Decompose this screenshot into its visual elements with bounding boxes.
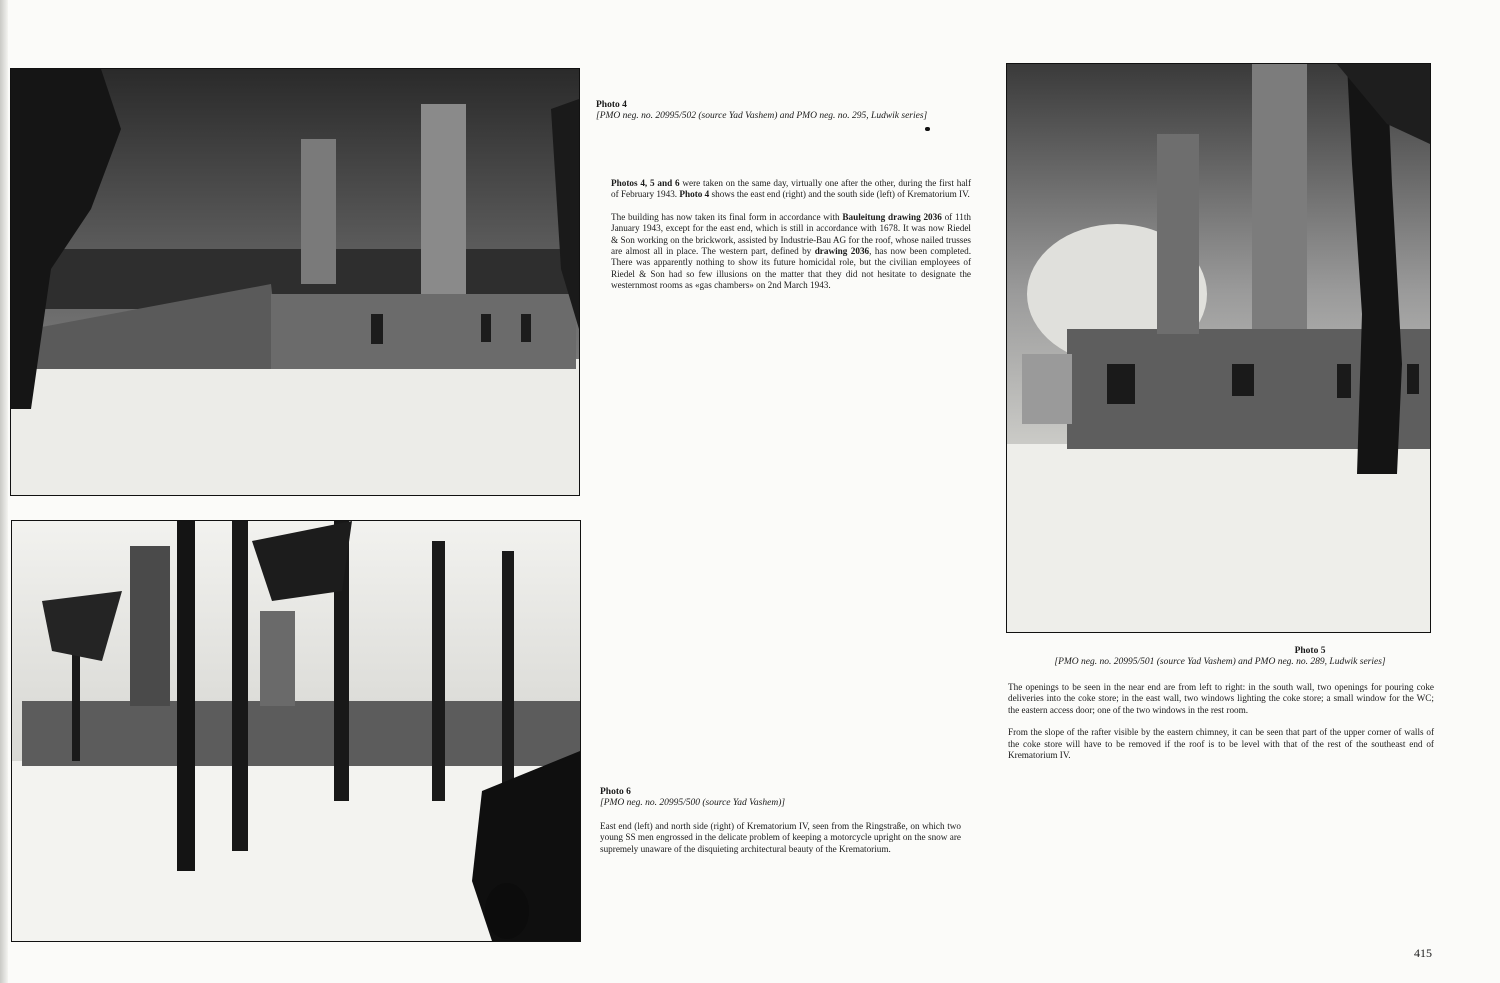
photo-6-caption <box>600 787 980 810</box>
bold-drawing-ref: Bauleitung drawing 2036 <box>842 211 942 222</box>
photo-5-image <box>1006 63 1431 633</box>
photo-5-description <box>1008 682 1434 772</box>
photo-4-description <box>611 178 971 303</box>
photo-6-image <box>11 520 581 942</box>
photo-5-caption <box>1006 646 1434 669</box>
photo-4-paragraph-2 <box>611 212 971 292</box>
photo-5-reference: [PMO neg. no. 20995/501 (source Yad Vashem) and PMO neg. no. 289, Ludwik series] <box>1054 657 1386 668</box>
ink-dot <box>925 127 930 131</box>
bold-photos-ref: Photos 4, 5 and 6 <box>611 178 680 188</box>
photo-5-paragraph-1: The openings to be seen in the near end are from left to right: in the south wall, two openings for pouring coke deliveries into the coke store; in the east wall, two windows lighting the coke store; a small window for the WC; the eastern access door; one of the two windows in the rest room. <box>1008 682 1434 715</box>
bold-drawing-ref: drawing 2036 <box>814 246 870 257</box>
photo-6-paragraph-1: East end (left) and north side (right) of Krematorium IV, seen from the Ringstraße, on which two young SS men engrossed in the delicate problem of keeping a motorcycle upright on the snow are supremely unaware of the disquieting architectural beauty of the Krematorium. <box>600 821 961 854</box>
text-span: The building has now taken its final form in accordance with <box>611 211 843 222</box>
photo-6-reference: [PMO neg. no. 20995/500 (source Yad Vashem)] <box>600 798 786 809</box>
text-span: shows the east end (right) and the south side (left) of Krematorium IV. <box>709 189 970 200</box>
page-number: 415 <box>1414 946 1432 960</box>
bold-photo-ref: Photo 4 <box>679 189 710 200</box>
photo-6-description <box>600 821 961 866</box>
text-span: of 11th January 1943, except for the east end, which is still in accordance with 1678. It was now Riedel & Son working on the brickwork, assisted by Industrie-Bau AG for the roof, whose nailed trusses are almost all in place. The western part, defined by <box>611 211 971 257</box>
photo-4-caption <box>596 100 976 123</box>
text-span: , has now been completed. There was apparently nothing to show its future homicidal role, but the civilian employees of Riedel & Son had so few illusions on the matter that they did not hesitate to designate the westernmost rooms as «gas chambers» on 2nd March 1943. <box>611 246 971 291</box>
photo-4-paragraph-1 <box>611 178 971 201</box>
photo-5-title: Photo 5 <box>1294 646 1326 656</box>
photo-6-title: Photo 6 <box>600 787 631 797</box>
page-gutter-shadow <box>0 0 8 983</box>
photo-4-title: Photo 4 <box>596 100 627 110</box>
photo-5-paragraph-2: From the slope of the rafter visible by the eastern chimney, it can be seen that part of the upper corner of walls of the coke store will have to be removed if the roof is to be level with that of the rest of the southeast end of Krematorium IV. <box>1008 727 1434 761</box>
photo-4-reference: [PMO neg. no. 20995/502 (source Yad Vashem) and PMO neg. no. 295, Ludwik series] <box>596 111 928 122</box>
photo-4-image <box>10 68 580 496</box>
text-span: were taken on the same day, virtually one after the other, during the first half of February 1943. <box>611 178 972 200</box>
